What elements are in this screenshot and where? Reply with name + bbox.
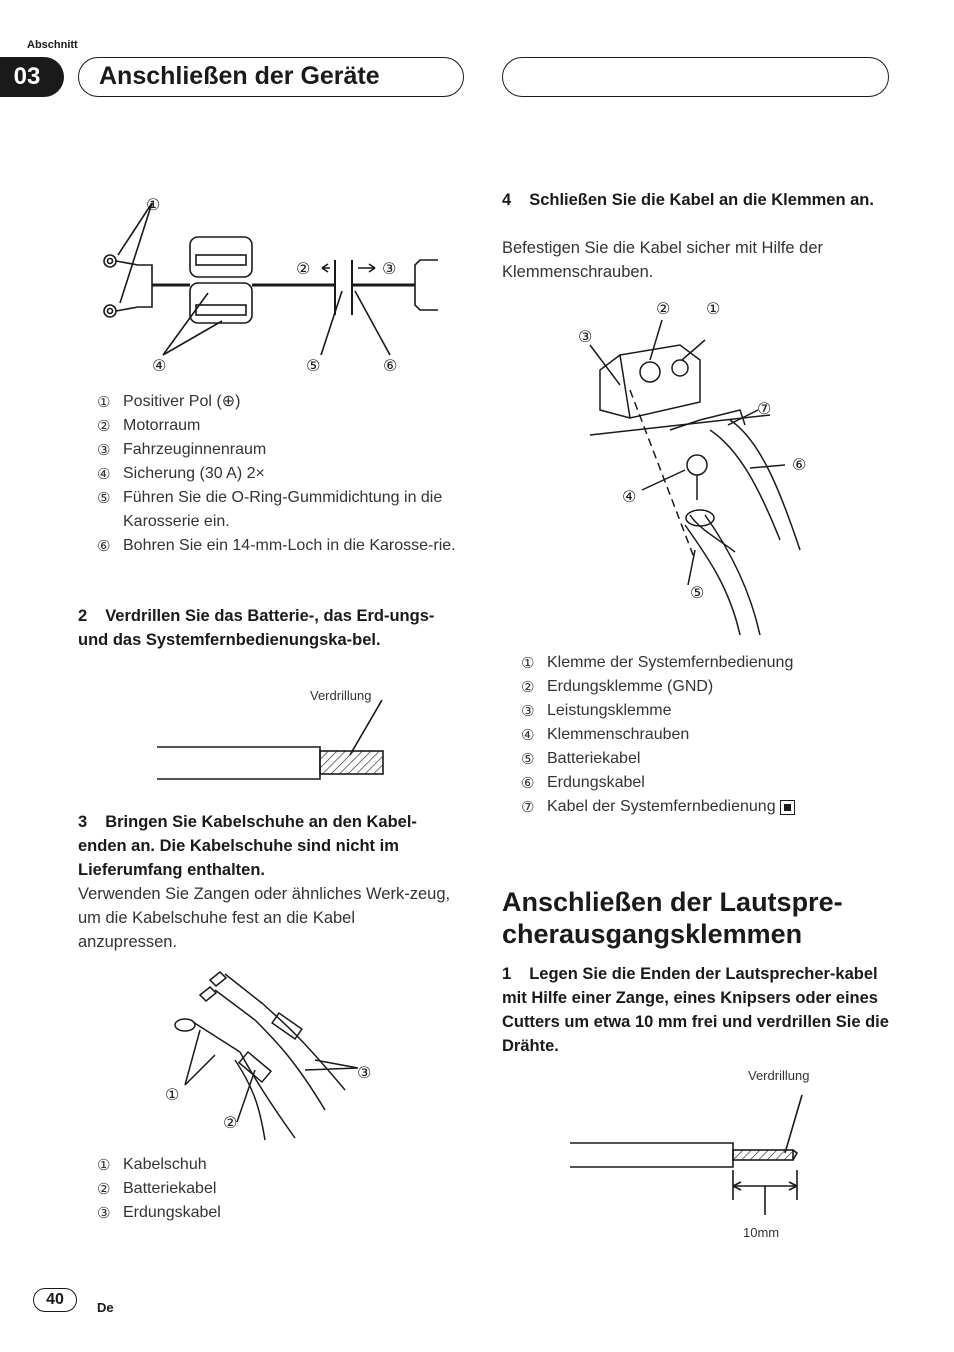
legend-text: Batteriekabel [123,1180,217,1197]
legend-item [97,438,462,462]
callout-3: ③ [578,327,593,346]
legend-text: Leistungsklemme [547,702,672,719]
legend-num: ② [97,417,111,435]
legend-item [97,462,462,486]
legend-item [97,534,462,558]
legend-text: Bohren Sie ein 14-mm-Loch in die Karosse-rie. [123,537,456,554]
step4-body: Befestigen Sie die Kabel sicher mit Hilfe der Klemmenschrauben. [502,239,823,281]
legend-num: ② [97,1180,111,1198]
legend-item [97,390,462,414]
callout-5: ⑤ [306,356,321,375]
legend-item [521,699,891,723]
terminal-connection-figure [570,290,820,640]
callout-4: ④ [622,487,637,506]
header-right-box [502,57,889,97]
legend-text: Klemmenschrauben [547,726,690,743]
legend-num: ② [521,678,535,696]
legend-num: ⑤ [521,750,535,768]
callout-1: ① [146,195,161,214]
callout-2: ② [223,1113,238,1132]
legend-text: Positiver Pol (⊕) [123,393,241,410]
legend-num: ③ [97,441,111,459]
legend-num: ④ [97,465,111,483]
step-title: Bringen Sie Kabelschuhe an den Kabel-enden an. Die Kabelschuhe sind nicht im Lieferumfang enthalten. [78,813,417,879]
step-number: 2 [78,607,88,625]
step-number: 1 [502,965,512,983]
legend-num: ⑤ [97,489,111,507]
legend-item [97,1153,457,1177]
legend-text: Batteriekabel [547,750,641,767]
legend-item [97,1177,457,1201]
callout-3: ③ [382,259,397,278]
callout-6: ⑥ [383,356,398,375]
step3-body: Verwenden Sie Zangen oder ähnliches Werk-zeug, um die Kabelschuhe fest an die Kabel anzupressen. [78,885,451,951]
legend-num: ③ [521,702,535,720]
twisted-cable-figure [150,700,390,790]
speaker-section-heading: Anschließen der Lautspre-cherausgangsklemmen [502,887,843,949]
legend-text: Erdungskabel [547,774,645,791]
callout-3: ③ [357,1063,372,1082]
step-title: Legen Sie die Enden der Lautsprecher-kabel mit Hilfe einer Zange, eines Knipsers oder eines Cutters um etwa 10 mm frei und verdrillen Sie die Drähte. [502,965,889,1055]
legend-item [97,414,462,438]
legend-item [521,723,891,747]
callout-5: ⑤ [690,583,705,602]
chapter-number: 03 [0,57,64,97]
callout-7: ⑦ [757,399,772,418]
legend-text: Klemme der Systemfernbedienung [547,654,794,671]
step4-heading [502,188,892,212]
twist-label: Verdrillung [310,688,372,703]
legend-num: ④ [521,726,535,744]
legend-text: Sicherung (30 A) 2× [123,465,265,482]
legend-text: Motorraum [123,417,201,434]
callout-4: ④ [152,356,167,375]
legend-text: Erdungskabel [123,1204,221,1221]
legend-item [521,747,891,771]
end-mark-icon [780,800,795,815]
legend-num: ① [521,654,535,672]
step2-heading [78,604,458,652]
fig1-legend [97,390,462,558]
legend-item [521,771,891,795]
step3-legend [97,1153,457,1225]
callout-1: ① [706,299,721,318]
legend-item [97,1201,457,1225]
speaker-step1-heading [502,962,894,1058]
legend-text: Fahrzeuginnenraum [123,441,267,458]
legend-num: ① [97,1156,111,1174]
legend-num: ⑥ [521,774,535,792]
legend-num: ① [97,393,111,411]
legend-num: ③ [97,1204,111,1222]
legend-text: Erdungsklemme (GND) [547,678,714,695]
step-number: 3 [78,813,88,831]
legend-item [521,675,891,699]
cable-lugs-figure [155,960,385,1145]
callout-1: ① [165,1085,180,1104]
legend-item [97,486,462,534]
legend-num: ⑥ [97,537,111,555]
step-title: Verdrillen Sie das Batterie-, das Erd-ungs- und das Systemfernbedienungska-bel. [78,607,435,649]
step4-legend [521,651,891,819]
legend-text: Kabelschuh [123,1156,207,1173]
chapter-title: Anschließen der Geräte [78,57,464,97]
dimension-label: 10mm [743,1225,780,1240]
section-label: Abschnitt [27,39,78,51]
speaker-cable-figure [565,1090,810,1240]
page-number: 40 [33,1288,77,1312]
callout-6: ⑥ [792,455,807,474]
legend-item [521,651,891,675]
legend-text: Kabel der Systemfernbedienung [547,798,776,815]
legend-item [521,795,891,819]
twist-label: Verdrillung [748,1068,810,1083]
step-number: 4 [502,191,512,209]
callout-2: ② [656,299,671,318]
step3-heading [78,810,463,882]
legend-num: ⑦ [521,798,535,816]
battery-wiring-diagram [90,185,450,380]
language-code: De [97,1300,114,1315]
callout-2: ② [296,259,311,278]
step-title: Schließen Sie die Kabel an die Klemmen an. [529,191,874,209]
legend-text: Führen Sie die O-Ring-Gummidichtung in die Karosserie ein. [123,489,443,530]
